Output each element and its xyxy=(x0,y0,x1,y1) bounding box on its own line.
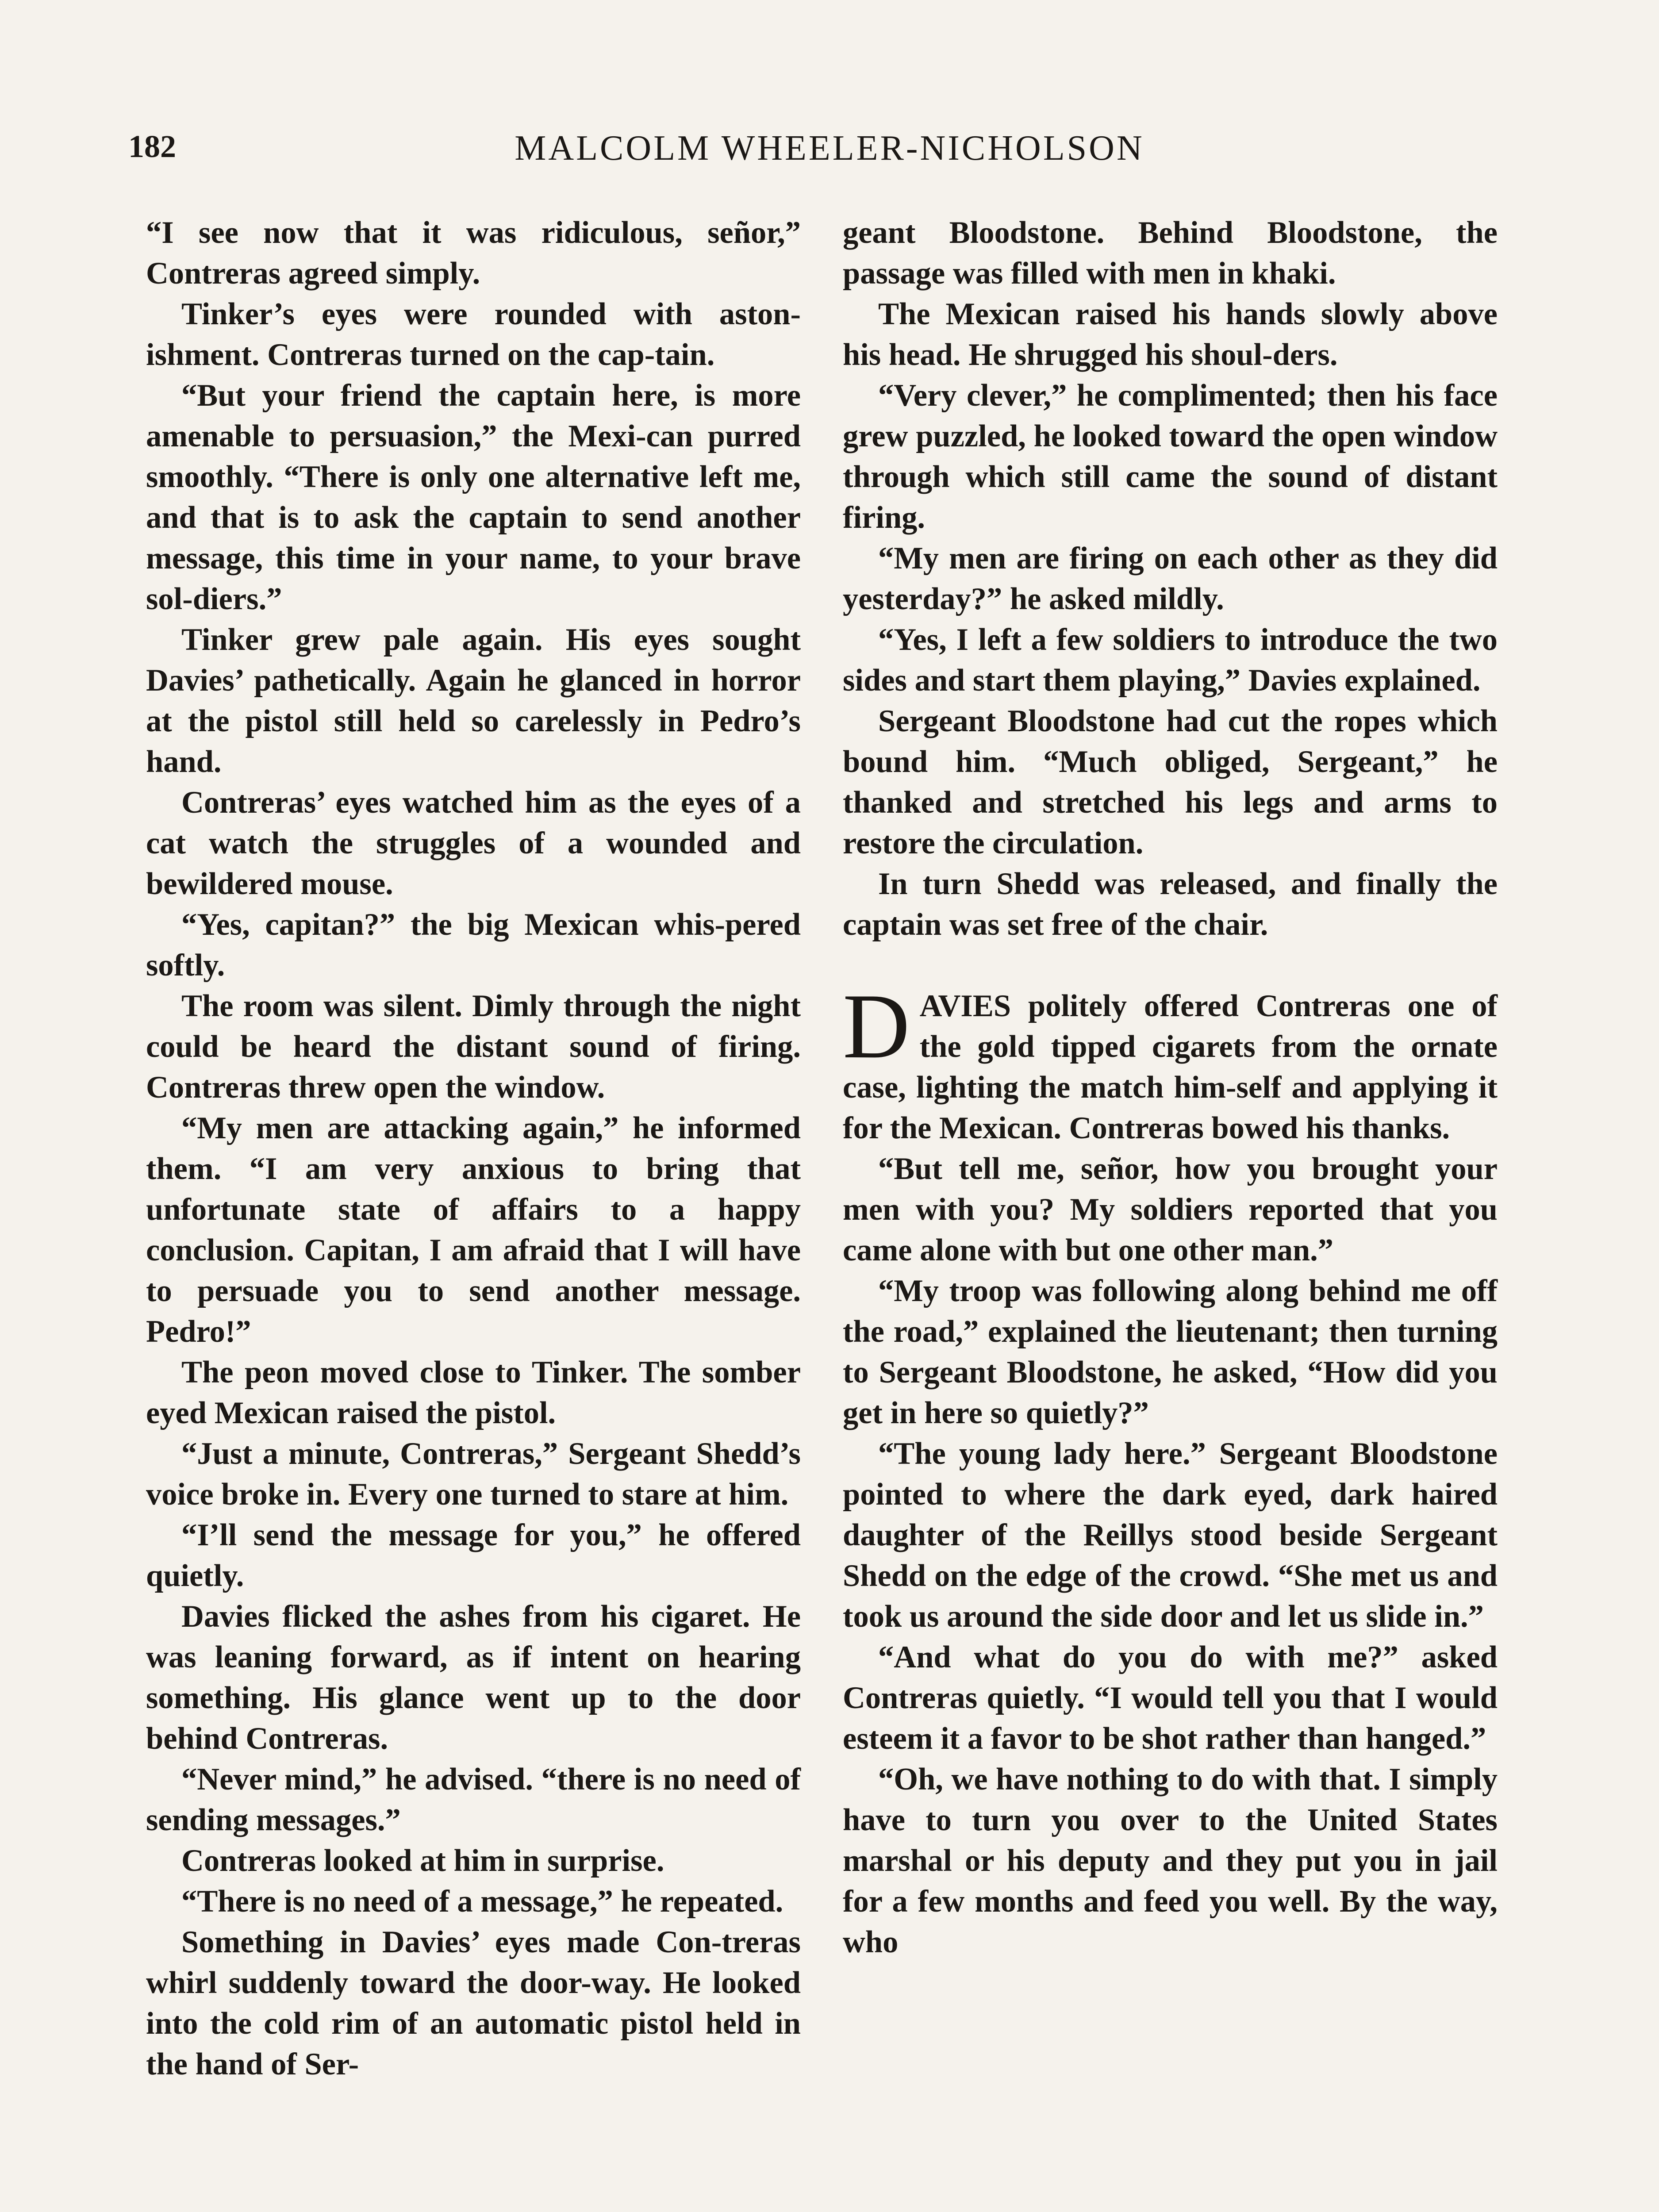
paragraph: “Yes, I left a few soldiers to introduce the two sides and start them playing,” Davies explained. xyxy=(843,622,1498,698)
paragraph: Something in Davies’ eyes made Con-treras whirl suddenly toward the door-way. He looked into the cold rim of an automatic pistol held in the hand of Ser- xyxy=(146,1925,801,2081)
paragraph: Tinker’s eyes were rounded with aston-ishment. Contreras turned on the cap-tain. xyxy=(146,297,801,372)
paragraph: “My men are firing on each other as they did yesterday?” he asked mildly. xyxy=(843,541,1498,616)
paragraph: “Oh, we have nothing to do with that. I simply have to turn you over to the United States marshal or his deputy and they put you in jail for a few months and feed you well. By the way, who xyxy=(843,1762,1498,1959)
paragraph: “But tell me, señor, how you brought your men with you? My soldiers reported that you came alone with but one other man.” xyxy=(843,1152,1498,1267)
paragraph: The room was silent. Dimly through the night could be heard the distant sound of firing. Contreras threw open the window. xyxy=(146,989,801,1105)
page-number: 182 xyxy=(128,129,176,164)
paragraph: “And what do you do with me?” asked Contreras quietly. “I would tell you that I would esteem it a favor to be shot rather than hanged.” xyxy=(843,1640,1498,1756)
paragraph: “Just a minute, Contreras,” Sergeant Shedd’s voice broke in. Every one turned to stare at him. xyxy=(146,1436,801,1512)
left-column xyxy=(146,212,801,2085)
paragraph: In turn Shedd was released, and finally the captain was set free of the chair. xyxy=(843,867,1498,942)
paragraph: Davies flicked the ashes from his cigaret. He was leaning forward, as if intent on hearing something. His glance went up to the door behind Contreras. xyxy=(146,1599,801,1756)
paragraph: “There is no need of a message,” he repeated. xyxy=(181,1884,783,1919)
opening-text: politely offered Contreras one of the gold tipped cigarets from the ornate case, lighting the match him-self and applying it for the Mexican. Contreras bowed his thanks. xyxy=(843,989,1498,1145)
paragraph: Sergeant Bloodstone had cut the ropes which bound him. “Much obliged, Sergeant,” he thanked and stretched his legs and arms to restore the circulation. xyxy=(843,704,1498,860)
section-opening-paragraph xyxy=(843,975,1498,1148)
paragraph: Contreras’ eyes watched him as the eyes of a cat watch the struggles of a wounded and bewildered mouse. xyxy=(146,785,801,901)
opening-word: AVIES xyxy=(919,989,1011,1023)
paragraph: “Yes, capitan?” the big Mexican whis-pered softly. xyxy=(146,907,801,983)
paragraph: “Very clever,” he complimented; then his face grew puzzled, he looked toward the open window through which still came the sound of distant firing. xyxy=(843,378,1498,535)
paragraph: geant Bloodstone. Behind Bloodstone, the passage was filled with men in khaki. xyxy=(843,215,1498,291)
right-column xyxy=(843,212,1498,1962)
paragraph: “My men are attacking again,” he informed them. “I am very anxious to bring that unfortunate state of affairs to a happy conclusion. Capitan, I am afraid that I will have to persuade you to send another message. Pedro!” xyxy=(146,1111,801,1349)
paragraph: The peon moved close to Tinker. The somber eyed Mexican raised the pistol. xyxy=(146,1355,801,1430)
paragraph: “The young lady here.” Sergeant Bloodstone pointed to where the dark eyed, dark haired daughter of the Reillys stood beside Sergeant Shedd on the edge of the crowd. “She met us and took us around the side door and let us slide in.” xyxy=(843,1436,1498,1634)
running-title: MALCOLM WHEELER-NICHOLSON xyxy=(515,129,1144,168)
paragraph: The Mexican raised his hands slowly above his head. He shrugged his shoul-ders. xyxy=(843,297,1498,372)
paragraph: Tinker grew pale again. His eyes sought Davies’ pathetically. Again he glanced in horror at the pistol still held so carelessly in Pedro’s hand. xyxy=(146,622,801,779)
paragraph: “But your friend the captain here, is more amenable to persuasion,” the Mexi-can purred smoothly. “There is only one alternative left me, and that is to ask the captain to send another message, this time in your name, to your brave sol-diers.” xyxy=(146,378,801,616)
paragraph: “I’ll send the message for you,” he offered quietly. xyxy=(146,1518,801,1593)
paragraph: “My troop was following along behind me off the road,” explained the lieutenant; then turning to Sergeant Bloodstone, he asked, “How did you get in here so quietly?” xyxy=(843,1274,1498,1430)
paragraph: “I see now that it was ridiculous, señor,” Contreras agreed simply. xyxy=(146,215,801,291)
paragraph: “Never mind,” he advised. “there is no need of sending messages.” xyxy=(146,1762,801,1837)
paragraph: Contreras looked at him in surprise. xyxy=(181,1843,664,1878)
drop-cap: D xyxy=(843,975,910,1078)
